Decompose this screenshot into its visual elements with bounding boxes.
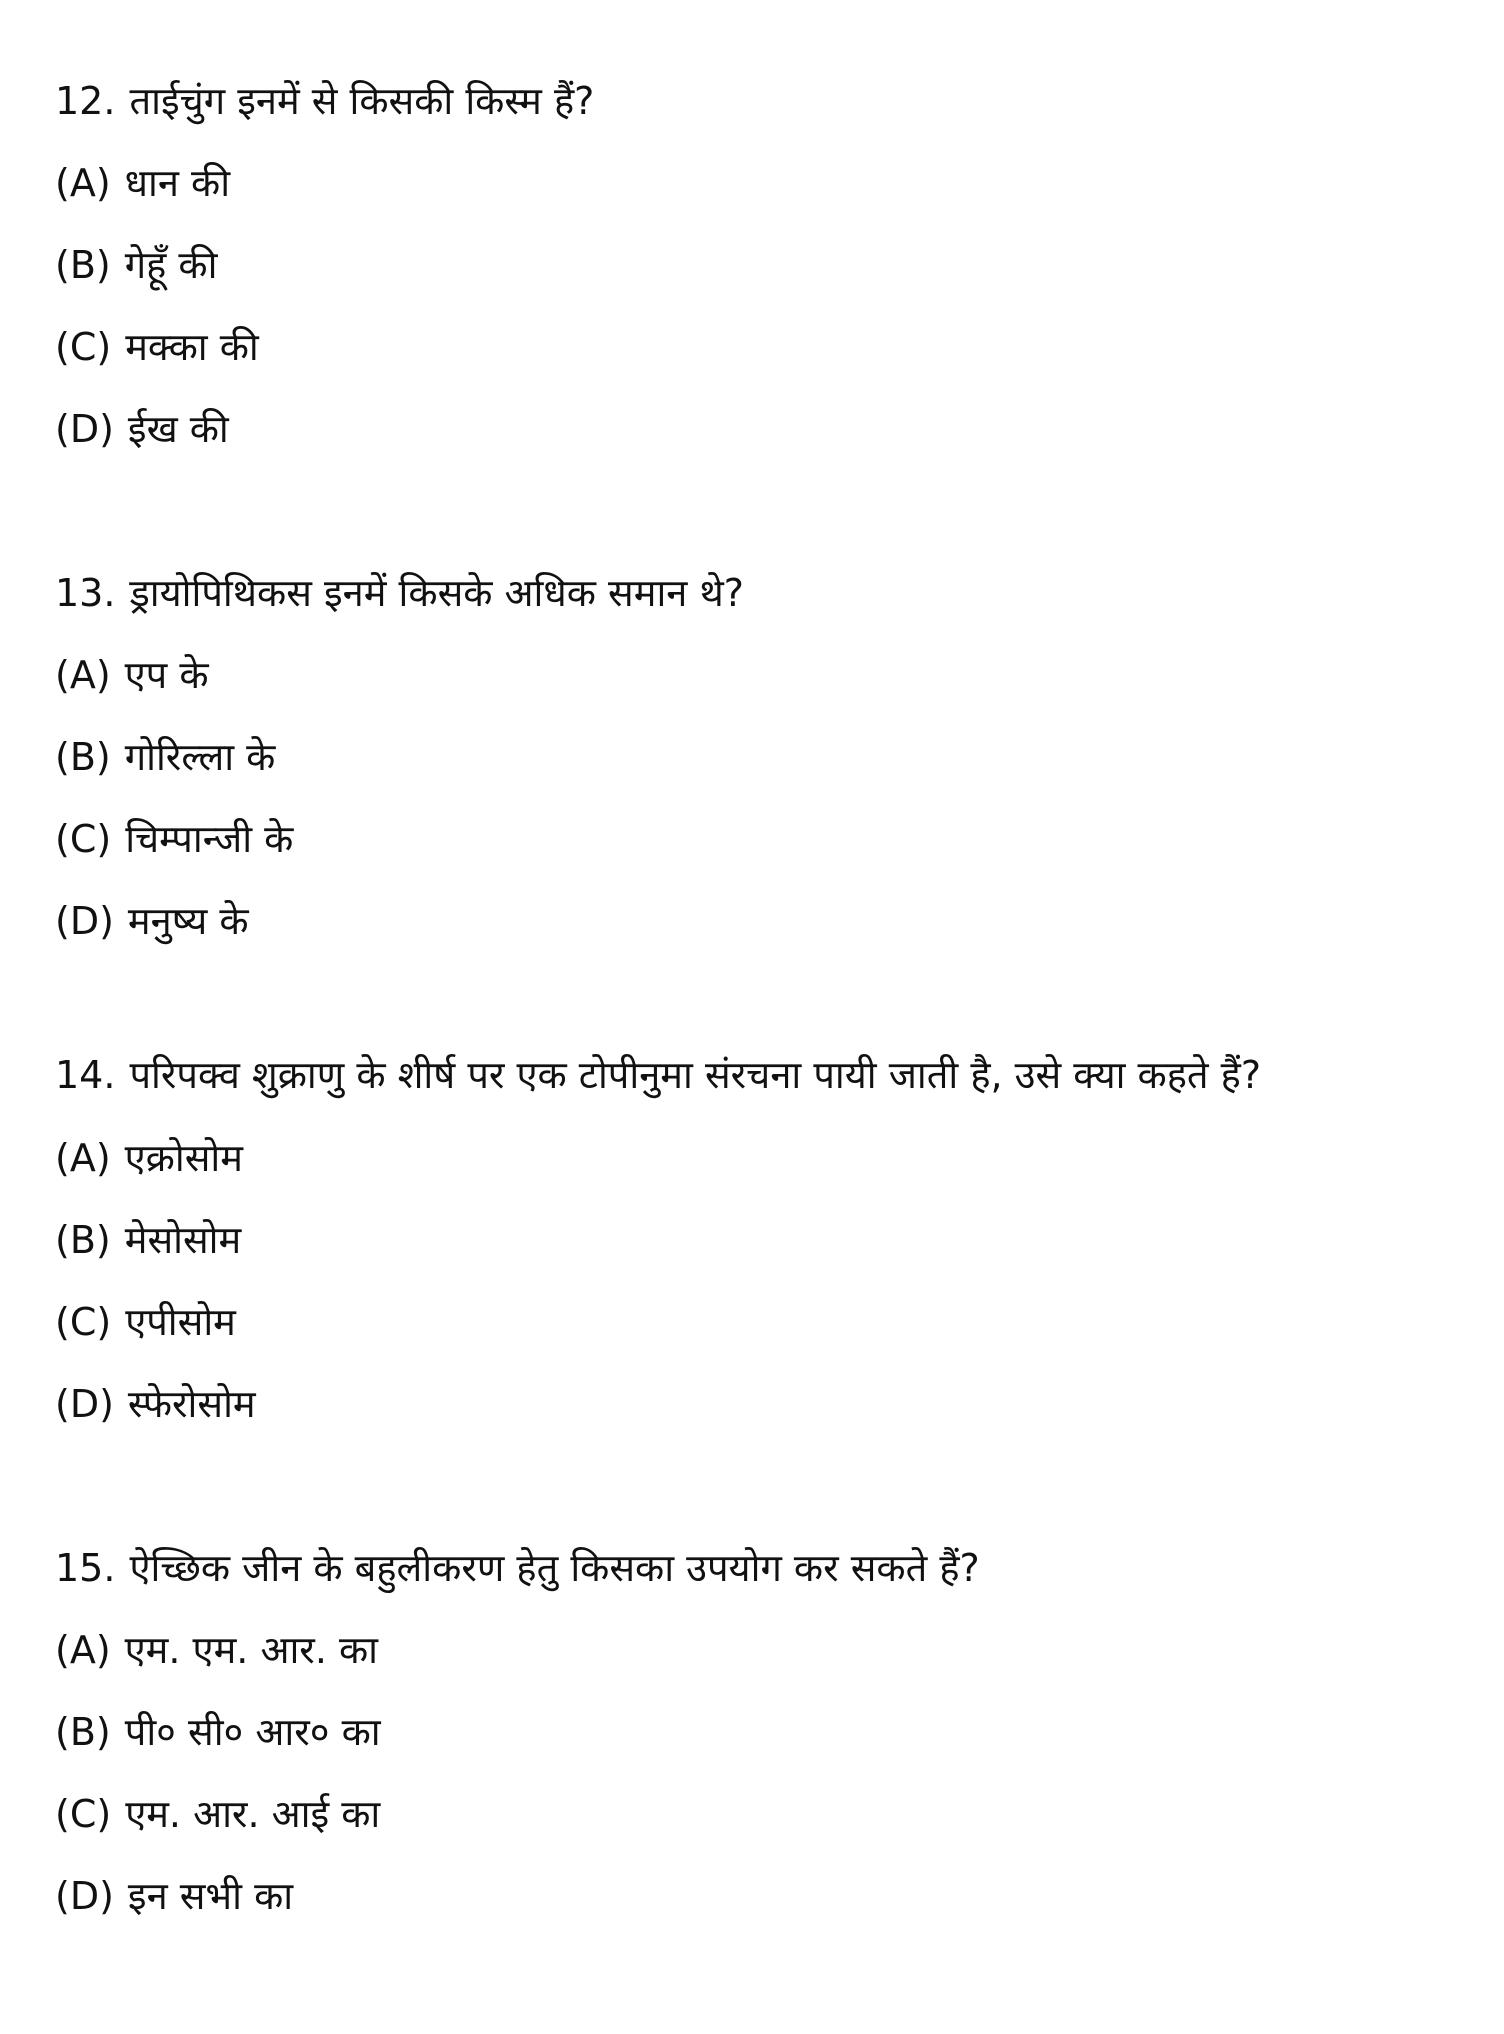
- question-stem: परिपक्व शुक्राणु के शीर्ष पर एक टोपीनुमा संरचना पायी जाती है, उसे क्या कहते हैं?: [129, 1053, 1261, 1097]
- question-number: 12.: [55, 79, 116, 123]
- option-label: (B): [55, 1710, 111, 1754]
- option-c: [55, 1281, 1455, 1363]
- option-text: ईख की: [127, 407, 229, 451]
- question-text: [55, 1044, 1455, 1107]
- option-text: मेसोसोम: [124, 1218, 242, 1262]
- question-text: [55, 1527, 1455, 1609]
- option-label: (D): [55, 1874, 114, 1918]
- option-c: [55, 1773, 1455, 1855]
- option-d: [55, 388, 1455, 470]
- option-label: (A): [55, 1136, 111, 1180]
- question-number: 15.: [55, 1546, 116, 1590]
- option-text: पी० सी० आर० का: [124, 1710, 381, 1754]
- option-label: (C): [55, 1792, 112, 1836]
- option-label: (A): [55, 161, 111, 205]
- option-text: गोरिल्ला के: [124, 735, 276, 779]
- question-text: [55, 552, 1455, 634]
- option-label: (B): [55, 1218, 111, 1262]
- question-stem: ताईचुंग इनमें से किसकी किस्म हैं?: [129, 79, 595, 123]
- option-c: [55, 798, 1455, 880]
- option-c: [55, 306, 1455, 388]
- question-page: [55, 60, 1455, 2019]
- question-number: 14.: [55, 1053, 116, 1097]
- option-text: एप के: [124, 653, 209, 697]
- option-text: इन सभी का: [127, 1874, 294, 1918]
- option-text: एक्रोसोम: [124, 1136, 243, 1180]
- option-d: [55, 1855, 1455, 1937]
- question-text: [55, 60, 1455, 142]
- option-label: (D): [55, 1382, 114, 1426]
- option-text: एम. आर. आई का: [125, 1792, 381, 1836]
- question-14: [55, 1044, 1455, 1445]
- option-label: (C): [55, 817, 112, 861]
- option-label: (A): [55, 653, 111, 697]
- option-label: (C): [55, 325, 112, 369]
- option-label: (C): [55, 1300, 112, 1344]
- question-12: [55, 60, 1455, 470]
- option-d: [55, 1363, 1455, 1445]
- option-d: [55, 880, 1455, 962]
- option-b: [55, 1199, 1455, 1281]
- question-13: [55, 552, 1455, 962]
- option-text: एम. एम. आर. का: [124, 1628, 379, 1672]
- option-a: [55, 1609, 1455, 1691]
- option-label: (D): [55, 899, 114, 943]
- option-text: गेहूँ की: [124, 243, 218, 287]
- option-text: मनुष्य के: [127, 899, 249, 943]
- option-label: (A): [55, 1628, 111, 1672]
- option-text: धान की: [124, 161, 231, 205]
- option-a: [55, 1117, 1455, 1199]
- option-text: चिम्पान्जी के: [125, 817, 294, 861]
- question-number: 13.: [55, 571, 116, 615]
- question-stem: ऐच्छिक जीन के बहुलीकरण हेतु किसका उपयोग कर सकते हैं?: [129, 1546, 980, 1590]
- option-text: स्फेरोसोम: [127, 1382, 256, 1426]
- option-a: [55, 142, 1455, 224]
- option-b: [55, 224, 1455, 306]
- option-label: (B): [55, 735, 111, 779]
- option-text: मक्का की: [125, 325, 259, 369]
- question-stem: ड्रायोपिथिकस इनमें किसके अधिक समान थे?: [129, 571, 744, 615]
- option-a: [55, 634, 1455, 716]
- option-b: [55, 1691, 1455, 1773]
- option-label: (D): [55, 407, 114, 451]
- option-text: एपीसोम: [125, 1300, 236, 1344]
- question-15: [55, 1527, 1455, 1937]
- option-label: (B): [55, 243, 111, 287]
- option-b: [55, 716, 1455, 798]
